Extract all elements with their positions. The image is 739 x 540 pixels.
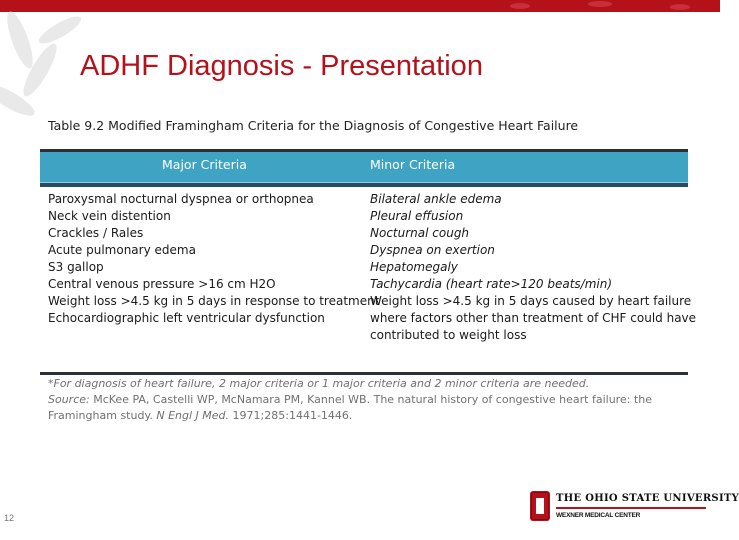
logo-divider — [556, 507, 706, 509]
slide-title: ADHF Diagnosis - Presentation — [80, 50, 483, 82]
major-criterion: Acute pulmonary edema — [48, 243, 196, 257]
source-text: McKee PA, Castelli WP, McNamara PM, Kannel WB. The natural history of congestive heart failure: the Framingham study. — [48, 393, 652, 422]
journal-name: N Engl J Med. — [156, 409, 230, 422]
citation-details: 1971;285:1441-1446. — [229, 409, 353, 422]
minor-criterion: Pleural effusion — [370, 209, 464, 223]
major-criteria-column — [40, 191, 380, 344]
major-criterion: Central venous pressure >16 cm H2O — [48, 277, 276, 291]
minor-criterion: Dyspnea on exertion — [370, 243, 495, 257]
minor-criterion: where factors other than treatment of CHF could have — [370, 311, 697, 325]
minor-criterion: contributed to weight loss — [370, 328, 527, 342]
minor-criteria-column — [362, 191, 697, 344]
major-criterion: Paroxysmal nocturnal dyspnea or orthopnea — [48, 192, 314, 206]
table-bottom-rule — [40, 372, 688, 375]
major-criterion: S3 gallop — [48, 260, 104, 274]
medical-center-name: WEXNER MEDICAL CENTER — [556, 512, 641, 519]
source-label: Source: — [48, 393, 90, 406]
major-criterion: Weight loss >4.5 kg in 5 days in response to treatment — [48, 294, 380, 308]
major-criterion: Neck vein distention — [48, 209, 171, 223]
minor-criterion: Nocturnal cough — [370, 226, 470, 240]
minor-criteria-header: Minor Criteria — [370, 157, 456, 172]
major-criterion: Crackles / Rales — [48, 226, 144, 240]
university-name: THE OHIO STATE UNIVERSITY — [556, 493, 739, 504]
minor-criterion: Bilateral ankle edema — [370, 192, 502, 206]
major-criteria-header: Major Criteria — [162, 157, 247, 172]
minor-criterion: Tachycardia (heart rate>120 beats/min) — [370, 277, 613, 291]
minor-criterion: Weight loss >4.5 kg in 5 days caused by heart failure — [370, 294, 692, 308]
table-header-row — [40, 152, 688, 182]
diagnosis-note: *For diagnosis of heart failure, 2 major criteria or 1 major criteria and 2 minor criteria are needed. — [48, 377, 590, 390]
block-o-logo-icon — [530, 491, 550, 521]
university-logo — [556, 493, 739, 519]
table-footnote — [48, 376, 668, 424]
table-body — [40, 187, 697, 344]
minor-criterion: Hepatomegaly — [370, 260, 458, 274]
source-citation — [48, 392, 668, 424]
major-criterion: Echocardiographic left ventricular dysfunction — [48, 311, 325, 325]
slide-number: 12 — [4, 513, 15, 523]
table-caption: Table 9.2 Modified Framingham Criteria for the Diagnosis of Congestive Heart Failure — [48, 118, 579, 133]
criteria-table — [40, 149, 697, 344]
